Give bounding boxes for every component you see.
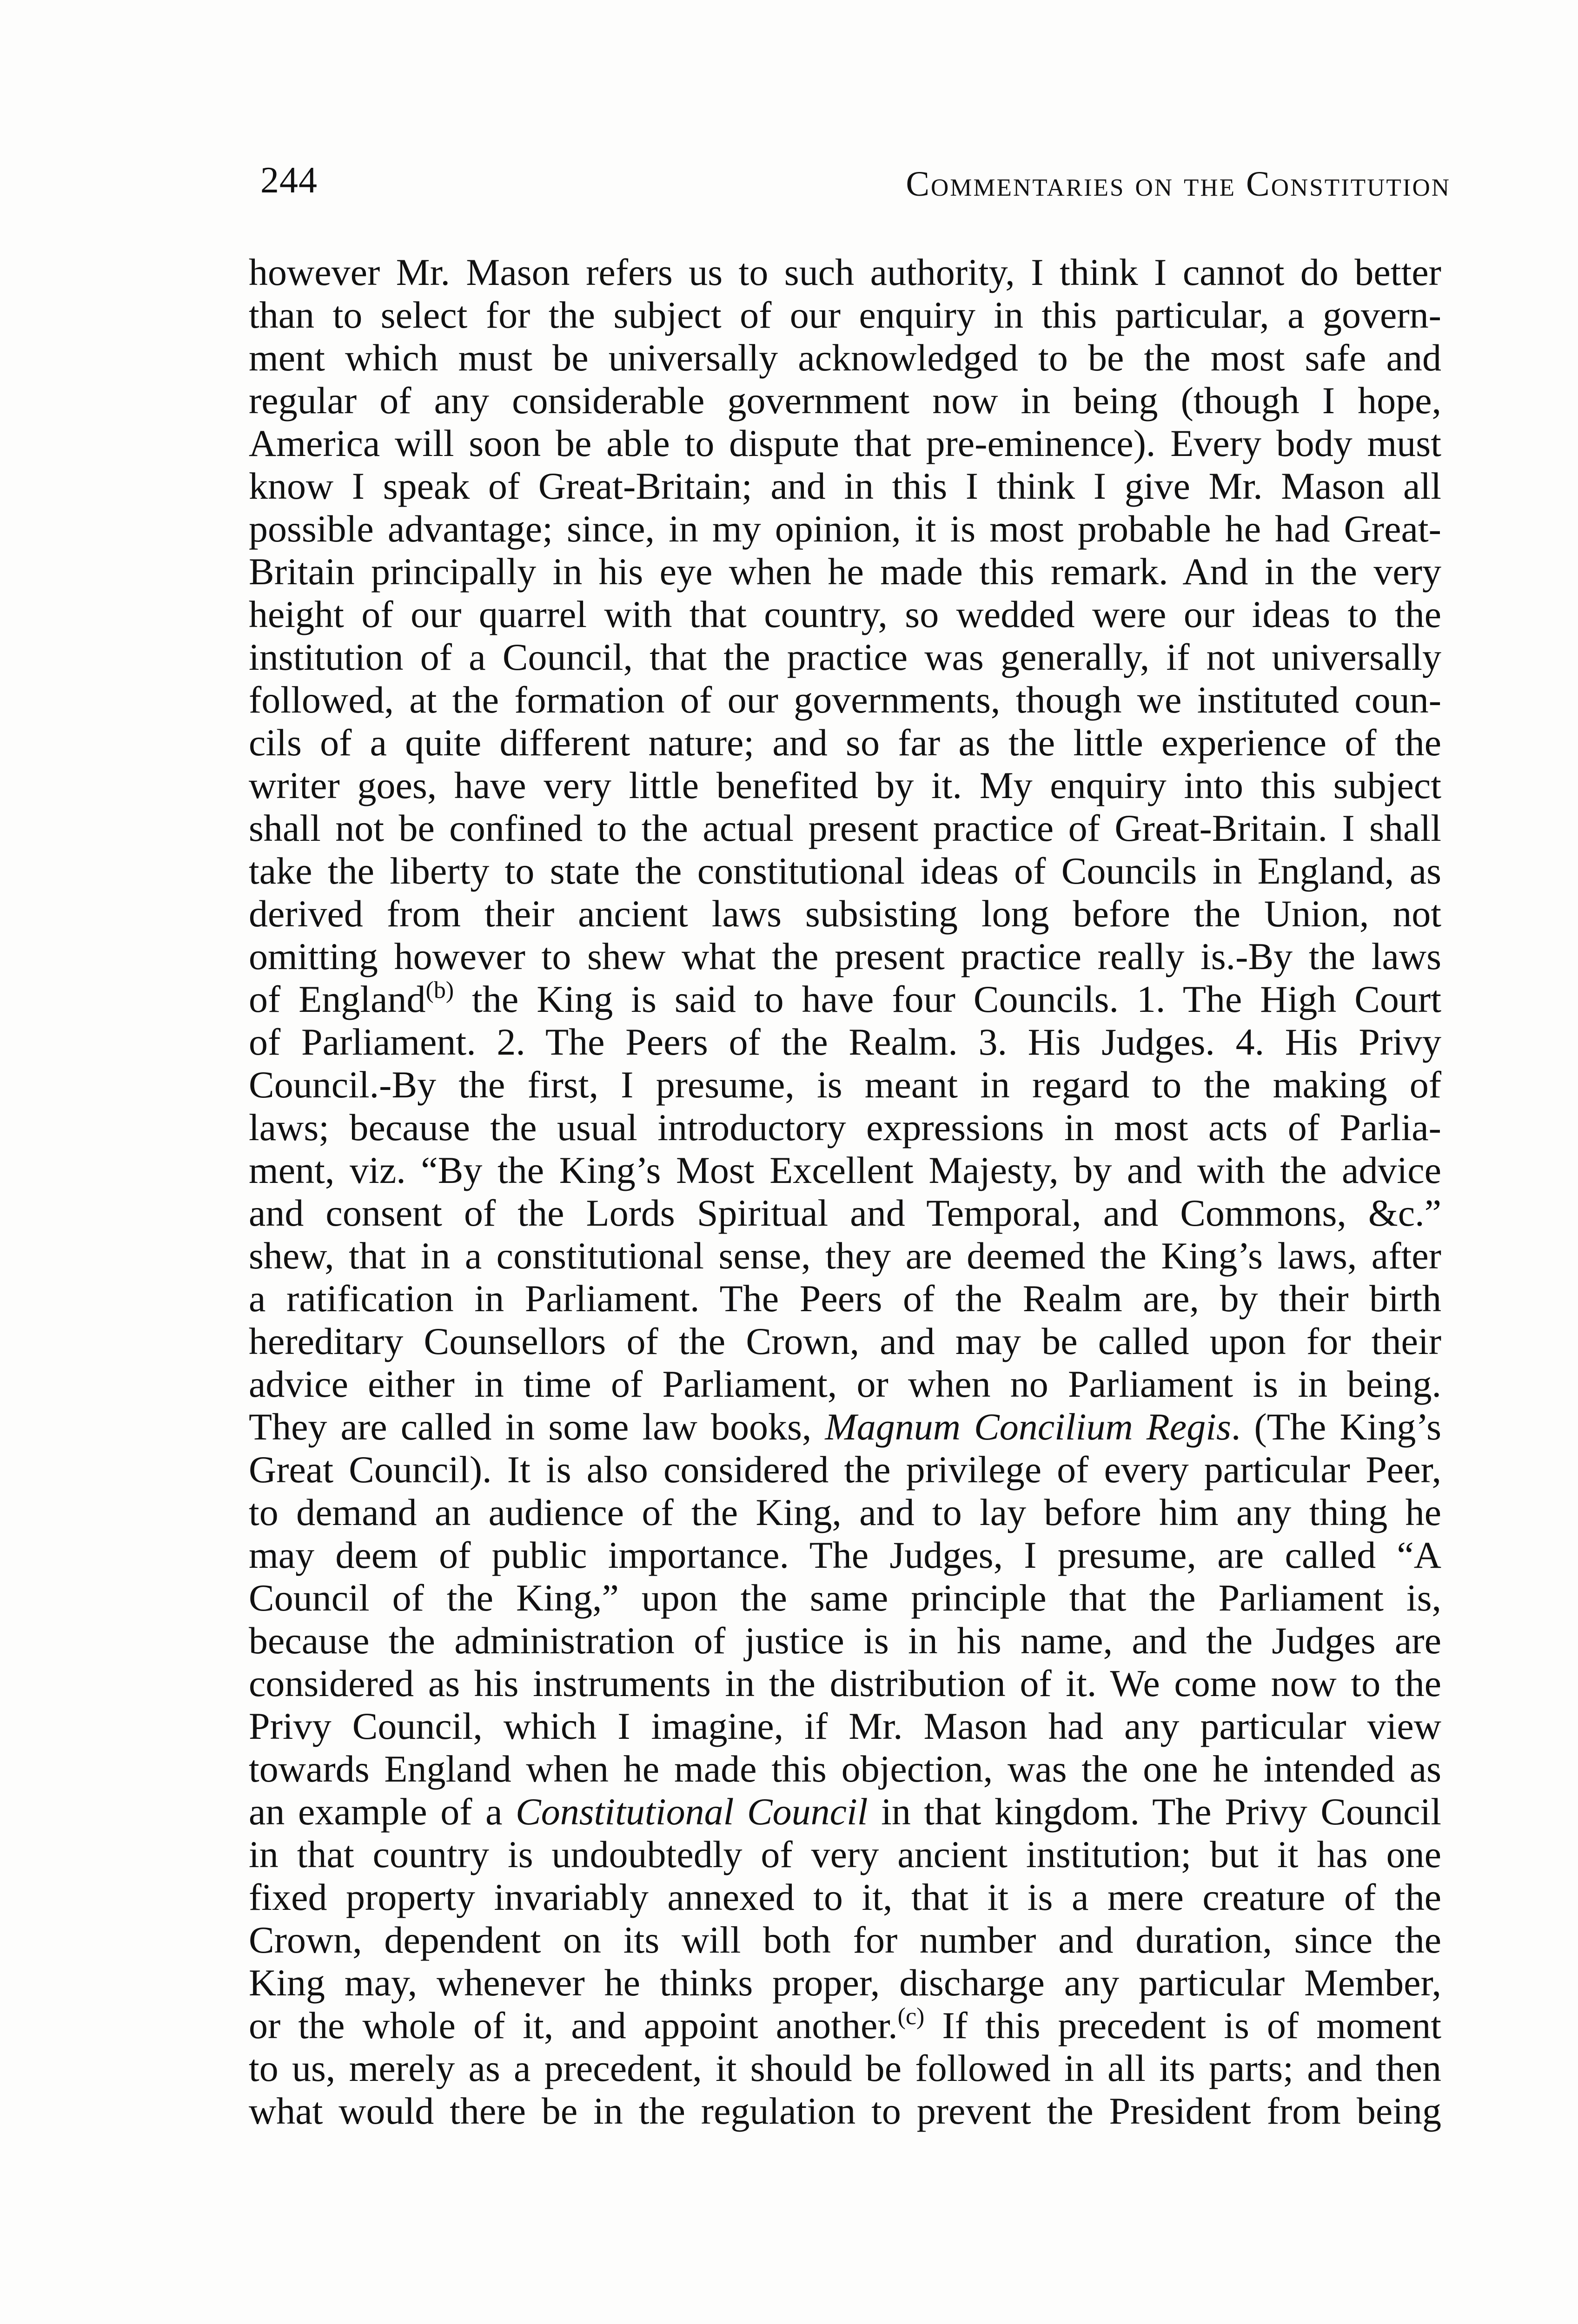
text-run: height of our quarrel with that country, so wedded were our ideas to the bbox=[249, 593, 1441, 635]
text-run: know I speak of Great-Britain; and in this I think I give Mr. Mason all bbox=[249, 465, 1441, 507]
text-line bbox=[249, 1149, 1441, 1192]
text-line bbox=[249, 1705, 1441, 1748]
text-run: shall not be confined to the actual present practice of Great-Britain. I shall bbox=[249, 807, 1441, 849]
text-run: cils of a quite different nature; and so far as the little experience of the bbox=[249, 721, 1441, 764]
text-line bbox=[249, 1106, 1441, 1149]
text-line bbox=[249, 1662, 1441, 1705]
text-run: regular of any considerable government now in being (though I hope, bbox=[249, 379, 1441, 422]
text-run: omitting however to shew what the present practice really is.-By the laws bbox=[249, 935, 1441, 977]
text-run: Britain principally in his eye when he made this remark. And in the very bbox=[249, 550, 1441, 593]
text-run: to us, merely as a precedent, it should be followed in all its parts; and then bbox=[249, 2047, 1441, 2089]
text-line bbox=[249, 465, 1441, 508]
text-run: . (The King’s bbox=[1231, 1406, 1442, 1448]
text-line bbox=[249, 1961, 1441, 2004]
text-line bbox=[249, 679, 1441, 721]
text-line bbox=[249, 294, 1441, 337]
text-run: derived from their ancient laws subsisting long before the Union, not bbox=[249, 892, 1441, 935]
text-line bbox=[249, 935, 1441, 978]
text-line bbox=[249, 379, 1441, 422]
text-line bbox=[249, 1790, 1441, 1833]
text-run: what would there be in the regulation to prevent the President from being bbox=[249, 2090, 1441, 2132]
text-run: institution of a Council, that the practice was generally, if not universally bbox=[249, 636, 1441, 678]
text-run: take the liberty to state the constitutional ideas of Councils in England, as bbox=[249, 850, 1441, 892]
text-line bbox=[249, 1577, 1441, 1619]
text-run: Great Council). It is also considered the privilege of every particular Peer, bbox=[249, 1448, 1441, 1491]
text-line bbox=[249, 593, 1441, 636]
text-line bbox=[249, 1406, 1441, 1448]
text-run: may deem of public importance. The Judges, I presume, are called “A bbox=[249, 1534, 1441, 1576]
text-line bbox=[249, 807, 1441, 850]
text-run: hereditary Counsellors of the Crown, and may be called upon for their bbox=[249, 1320, 1441, 1362]
text-run: to demand an audience of the King, and to lay before him any thing he bbox=[249, 1491, 1441, 1533]
text-run: King may, whenever he thinks proper, discharge any particular Member, bbox=[249, 1961, 1441, 2004]
text-run: an example of a bbox=[249, 1790, 516, 1833]
text-line bbox=[249, 1235, 1441, 1277]
text-run: If this precedent is of moment bbox=[924, 2004, 1441, 2047]
text-line bbox=[249, 251, 1441, 294]
text-line bbox=[249, 2090, 1441, 2133]
text-line bbox=[249, 1320, 1441, 1363]
text-run: in that kingdom. The Privy Council bbox=[868, 1790, 1441, 1833]
text-run: laws; because the usual introductory expressions in most acts of Parlia- bbox=[249, 1106, 1441, 1149]
text-run: possible advantage; since, in my opinion, it is most probable he had Great- bbox=[249, 508, 1441, 550]
text-line bbox=[249, 1277, 1441, 1320]
italic-phrase: Magnum Concilium Regis bbox=[825, 1406, 1231, 1448]
text-run: followed, at the formation of our governments, though we instituted coun- bbox=[249, 679, 1441, 721]
text-run: shew, that in a constitutional sense, they are deemed the King’s laws, after bbox=[249, 1235, 1441, 1277]
text-run: because the administration of justice is in his name, and the Judges are bbox=[249, 1619, 1441, 1662]
text-line bbox=[249, 1919, 1441, 1961]
text-run: in that country is undoubtedly of very ancient institution; but it has one bbox=[249, 1833, 1441, 1875]
text-line bbox=[249, 1619, 1441, 1662]
text-run: writer goes, have very little benefited by it. My enquiry into this subject bbox=[249, 764, 1441, 806]
text-line bbox=[249, 636, 1441, 679]
text-line bbox=[249, 892, 1441, 935]
text-line bbox=[249, 1491, 1441, 1534]
text-run: considered as his instruments in the distribution of it. We come now to the bbox=[249, 1662, 1441, 1704]
text-line bbox=[249, 550, 1441, 593]
text-line bbox=[249, 1534, 1441, 1577]
text-run: or the whole of it, and appoint another. bbox=[249, 2004, 898, 2047]
text-run: the King is said to have four Councils. 1. The High Court bbox=[454, 978, 1442, 1020]
text-line bbox=[249, 337, 1441, 379]
text-run: They are called in some law books, bbox=[249, 1406, 825, 1448]
text-run: ment which must be universally acknowledged to be the most safe and bbox=[249, 337, 1441, 379]
footnote-marker: (b) bbox=[425, 977, 454, 1004]
text-line bbox=[249, 2047, 1441, 2090]
text-line bbox=[249, 2004, 1441, 2047]
footnote-marker: (c) bbox=[897, 2003, 925, 2030]
text-run: America will soon be able to dispute that pre-eminence). Every body must bbox=[249, 422, 1441, 464]
body-text bbox=[249, 251, 1441, 2133]
text-run: Privy Council, which I imagine, if Mr. Mason had any particular view bbox=[249, 1705, 1441, 1747]
text-run: Council of the King,” upon the same principle that the Parliament is, bbox=[249, 1577, 1441, 1619]
text-run: fixed property invariably annexed to it, that it is a mere creature of the bbox=[249, 1876, 1441, 1918]
text-run: ment, viz. “By the King’s Most Excellent Majesty, by and with the advice bbox=[249, 1149, 1441, 1191]
text-line bbox=[249, 850, 1441, 892]
text-run: however Mr. Mason refers us to such authority, I think I cannot do better bbox=[249, 251, 1441, 293]
running-title: Commentaries on the Constitution bbox=[906, 165, 1451, 204]
text-line bbox=[249, 422, 1441, 465]
text-run: of England bbox=[249, 978, 426, 1020]
text-run: Council.-By the first, I presume, is meant in regard to the making of bbox=[249, 1063, 1441, 1106]
page-number: 244 bbox=[260, 160, 318, 201]
text-run: advice either in time of Parliament, or when no Parliament is in being. bbox=[249, 1363, 1441, 1405]
text-line bbox=[249, 721, 1441, 764]
text-run: than to select for the subject of our enquiry in this particular, a govern- bbox=[249, 294, 1441, 336]
text-run: of Parliament. 2. The Peers of the Realm. 3. His Judges. 4. His Privy bbox=[249, 1021, 1441, 1063]
text-line bbox=[249, 978, 1441, 1021]
text-line bbox=[249, 1063, 1441, 1106]
text-line bbox=[249, 1192, 1441, 1235]
text-run: Crown, dependent on its will both for number and duration, since the bbox=[249, 1919, 1441, 1961]
text-line bbox=[249, 764, 1441, 807]
text-line bbox=[249, 1876, 1441, 1919]
page-header bbox=[260, 157, 1451, 208]
text-line bbox=[249, 1833, 1441, 1876]
text-line bbox=[249, 508, 1441, 550]
text-line bbox=[249, 1021, 1441, 1063]
text-line bbox=[249, 1448, 1441, 1491]
text-run: a ratification in Parliament. The Peers of the Realm are, by their birth bbox=[249, 1277, 1441, 1320]
text-line bbox=[249, 1363, 1441, 1406]
italic-phrase: Constitutional Council bbox=[516, 1790, 868, 1833]
text-run: towards England when he made this objection, was the one he intended as bbox=[249, 1748, 1441, 1790]
text-line bbox=[249, 1748, 1441, 1790]
text-run: and consent of the Lords Spiritual and Temporal, and Commons, &c.” bbox=[249, 1192, 1441, 1234]
